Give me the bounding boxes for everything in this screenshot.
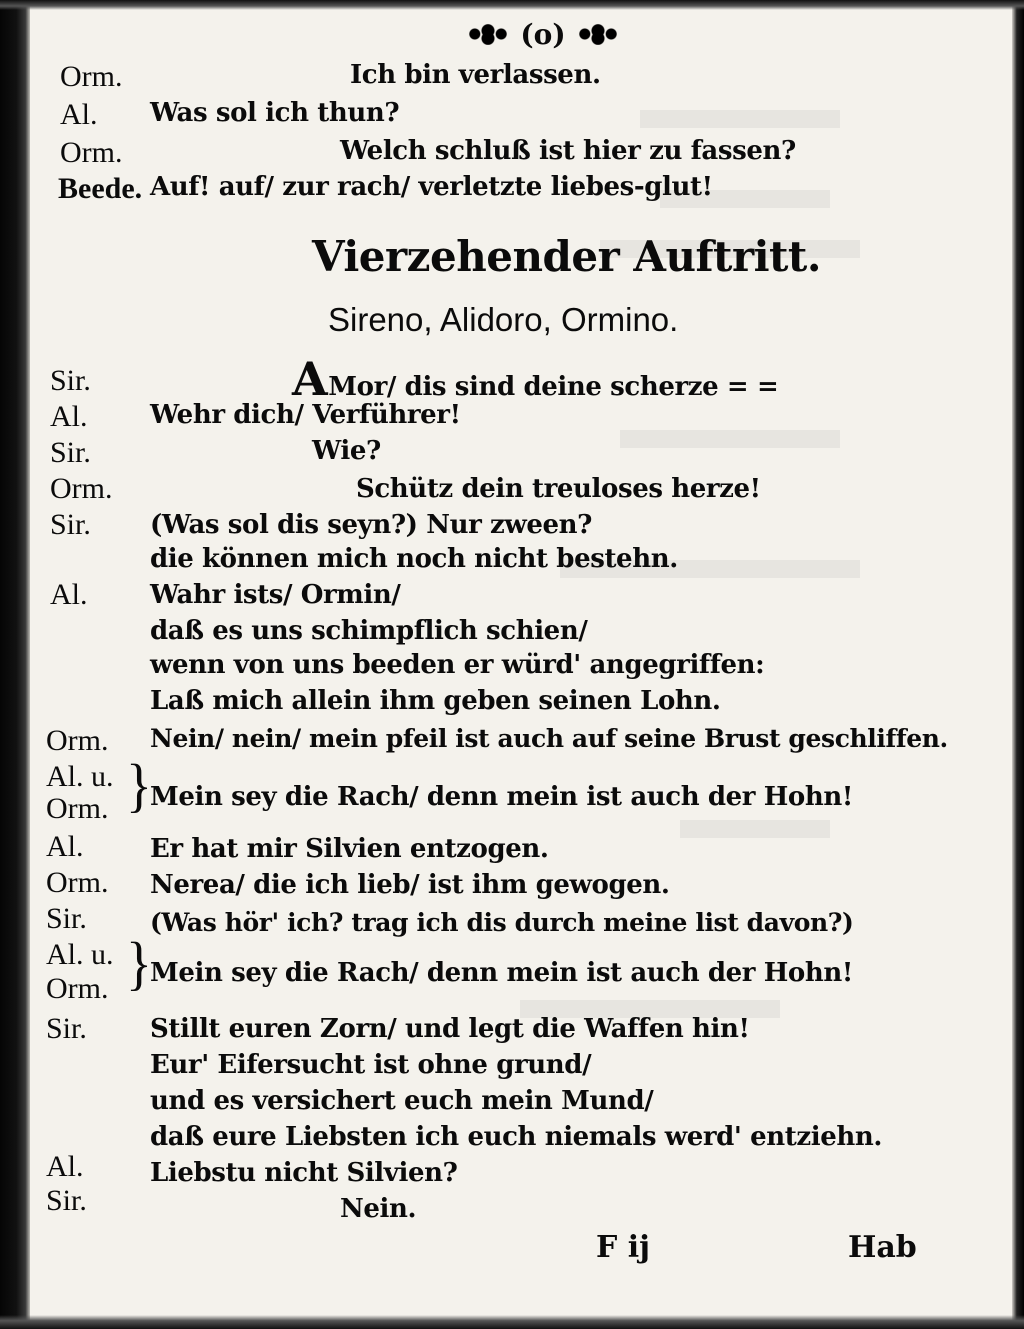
scan-border-left <box>0 0 30 1329</box>
speaker-bracket-icon: } <box>126 930 152 996</box>
verse-line: (Was hör' ich? trag ich dis durch meine list davon?) <box>150 908 854 937</box>
speaker-label: Sir. <box>50 436 91 469</box>
verse-line: Nein. <box>340 1194 417 1224</box>
verse-line: Liebstu nicht Silvien? <box>150 1158 458 1188</box>
scan-border-bottom <box>0 1315 1024 1329</box>
verse-line: die können mich noch nicht bestehn. <box>150 544 678 574</box>
speaker-label: Sir. <box>50 364 91 397</box>
speaker-label: Al. u. <box>46 938 114 971</box>
verse-line: Schütz dein treuloses herze! <box>356 474 761 504</box>
speaker-label: Al. <box>46 1150 84 1183</box>
verse-line: Mein sey die Rach/ denn mein ist auch der Hohn! <box>150 782 853 812</box>
verse-line: Was sol ich thun? <box>150 98 400 128</box>
speaker-label: Beede. <box>58 172 143 205</box>
speaker-label: Orm. <box>60 60 123 93</box>
verse-line-text: Mor/ dis sind deine scherze = = <box>328 372 779 402</box>
verse-line: Welch schluß ist hier zu fassen? <box>340 136 796 166</box>
speaker-label: Sir. <box>46 902 87 935</box>
scan-border-right <box>1012 0 1024 1329</box>
catchword: Hab <box>848 1230 917 1265</box>
speaker-label: Orm. <box>50 472 113 505</box>
speaker-bracket-icon: } <box>126 752 152 818</box>
speaker-label: Al. u. <box>46 760 114 793</box>
ornament-left-icon <box>466 23 510 45</box>
verse-line: Auf! auf/ zur rach/ verletzte liebes-glut! <box>150 172 713 202</box>
speaker-label: Orm. <box>46 724 109 757</box>
verse-line: Nerea/ die ich lieb/ ist ihm gewogen. <box>150 870 670 900</box>
ornament-right-icon <box>576 23 620 45</box>
verse-line: wenn von uns beeden er würd' angegriffen: <box>150 650 765 680</box>
verse-line: daß eure Liebsten ich euch niemals werd' entziehn. <box>150 1122 883 1152</box>
page-number: (o) <box>520 17 566 51</box>
verse-line: Wahr ists/ Ormin/ <box>150 580 401 610</box>
speaker-label: Sir. <box>46 1184 87 1217</box>
verse-line: Wie? <box>312 436 381 466</box>
speaker-label: Al. <box>46 830 84 863</box>
verse-line: Wehr dich/ Verführer! <box>150 400 461 430</box>
speaker-label: Orm. <box>46 972 109 1005</box>
scene-heading: Vierzehender Auftritt. <box>312 232 821 281</box>
speaker-label: Orm. <box>46 866 109 899</box>
verse-line: Er hat mir Silvien entzogen. <box>150 834 549 864</box>
verse-line: Mein sey die Rach/ denn mein ist auch der Hohn! <box>150 958 853 988</box>
verse-line: daß es uns schimpflich schien/ <box>150 616 588 646</box>
verse-line: und es versichert euch mein Mund/ <box>150 1086 654 1116</box>
speaker-label: Al. <box>60 98 98 131</box>
verse-line: Nein/ nein/ mein pfeil ist auch auf seine Brust geschliffen. <box>150 724 948 753</box>
verse-line: Eur' Eifersucht ist ohne grund/ <box>150 1050 592 1080</box>
speaker-label: Sir. <box>46 1012 87 1045</box>
verse-line: (Was sol dis seyn?) Nur zween? <box>150 510 592 540</box>
scene-characters: Sireno, Alidoro, Ormino. <box>328 301 679 338</box>
speaker-label: Orm. <box>60 136 123 169</box>
verse-line: Stillt euren Zorn/ und legt die Waffen hin! <box>150 1014 750 1044</box>
scan-border-top <box>0 0 1024 10</box>
signature-mark: F ij <box>596 1230 650 1265</box>
drop-cap: A <box>292 352 328 406</box>
speaker-label: Al. <box>50 578 88 611</box>
verse-line: Laß mich allein ihm geben seinen Lohn. <box>150 686 721 716</box>
speaker-label: Al. <box>50 400 88 433</box>
page-header <box>458 16 628 52</box>
speaker-label: Orm. <box>46 792 109 825</box>
speaker-label: Sir. <box>50 508 91 541</box>
verse-line: Ich bin verlassen. <box>350 60 601 90</box>
